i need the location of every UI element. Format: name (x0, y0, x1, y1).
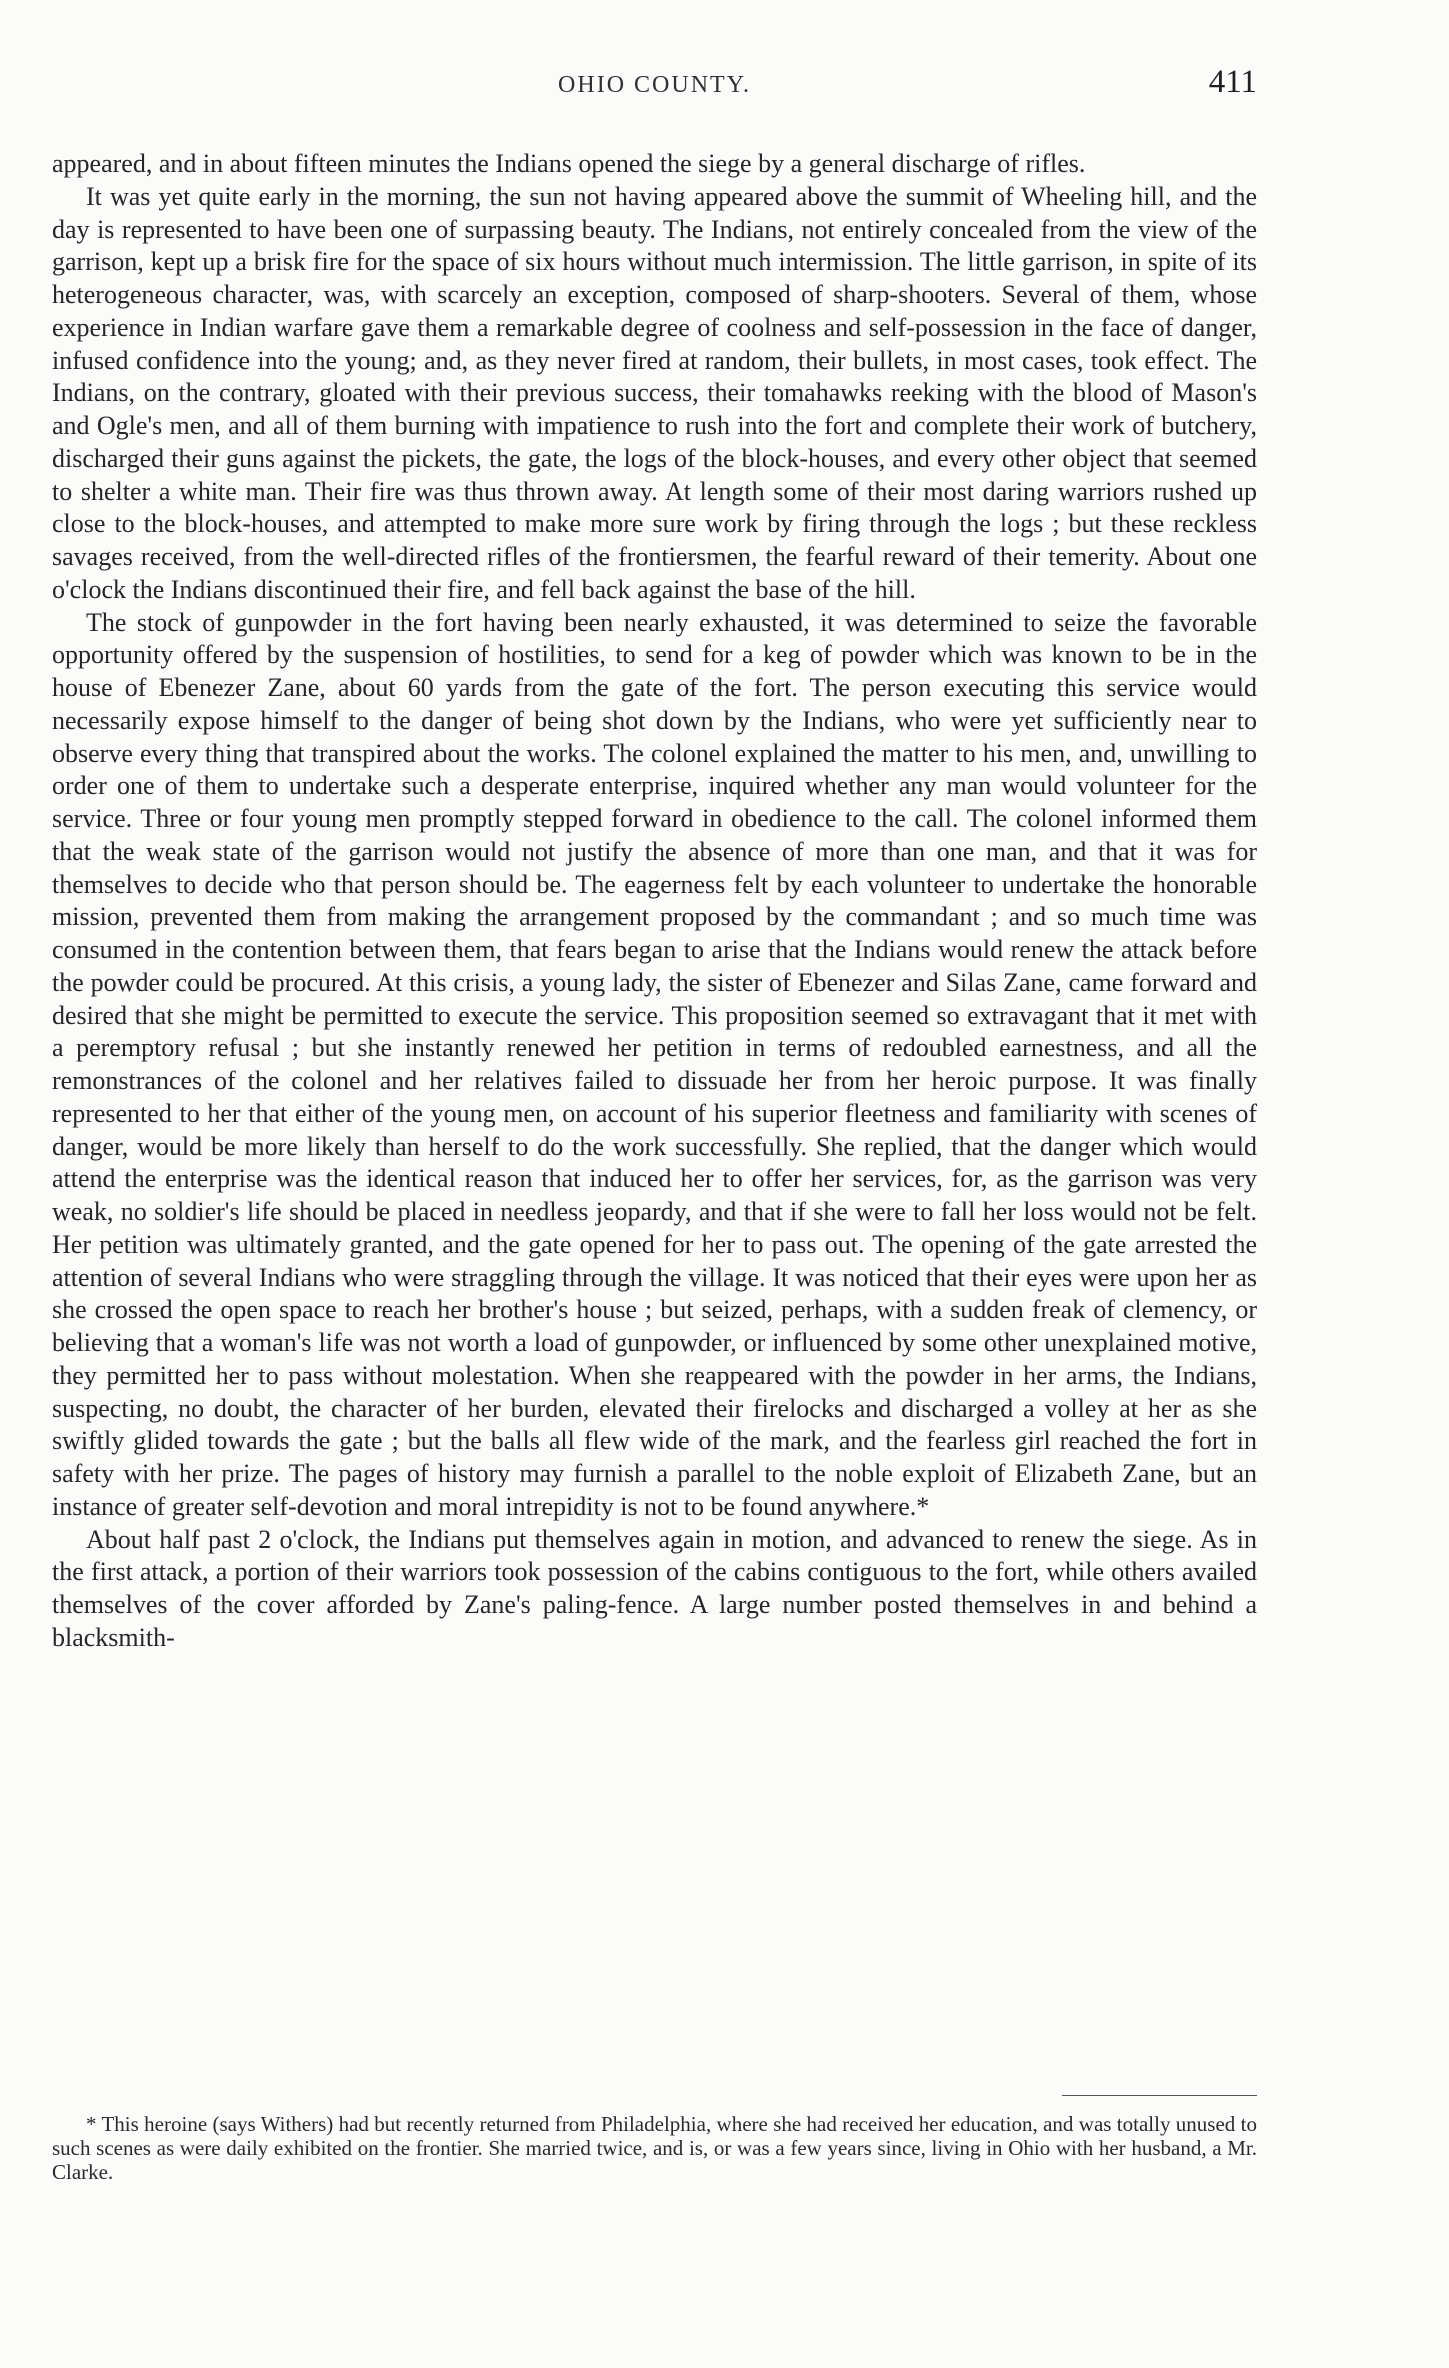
footnote: * This heroine (says Withers) had but recently returned from Philadelphia, where she had received her education, and was totally unused to such scenes as were daily exhibited on the frontier. She married twice, and is, or was a few years since, living in Ohio with her husband, a Mr. Clarke. (52, 2112, 1257, 2184)
paragraph-renewed-siege: About half past 2 o'clock, the Indians put themselves again in motion, and advanced to renew the siege. As in the first attack, a portion of their warriors took possession of the cabins contiguous to the fort, while others availed themselves of the cover afforded by Zane's paling-fence. A large number posted themselves in and behind a blacksmith- (52, 1524, 1257, 1652)
paragraph-continued: appeared, and in about fifteen minutes the Indians opened the siege by a general discharge of rifles. (52, 149, 1086, 178)
paragraph-gunpowder: The stock of gunpowder in the fort having been nearly exhausted, it was determined to seize the favorable opportunity offered by the suspension of hostilities, to send for a keg of powder which was known to be in the house of Ebenezer Zane, about 60 yards from the gate of the fort. The person executing this service would necessarily expose himself to the danger of being shot down by the Indians, who were yet sufficiently near to observe every thing that transpired about the works. The colonel explained the matter to his men, and, unwilling to order one of them to undertake such a desperate enterprise, inquired whether any man would volunteer for the service. Three or four young men promptly stepped forward in obedience to the call. The colonel informed them that the weak state of the garrison would not justify the absence of more than one man, and that it was for themselves to decide who that person should be. The eagerness felt by each volunteer to undertake the honorable mission, prevented them from making the arrangement proposed by the commandant ; and so much time was consumed in the contention between them, that fears began to arise that the Indians would renew the attack before the powder could be procured. At this crisis, a young lady, the sister of Ebenezer and Silas Zane, came forward and desired that she might be permitted to execute the service. This proposition seemed so extravagant that it met with a peremptory refusal ; but she instantly renewed her petition in terms of redoubled earnestness, and all the remonstrances of the colonel and her relatives failed to dissuade her from her heroic purpose. It was finally represented to her that either of the young men, on account of his superior fleetness and familiarity with scenes of danger, would be more likely than herself to do the work successfully. She replied, that the danger which would attend the enterprise was the identical reason that induced her to offer her services, for, as the garrison was very weak, no soldier's life should be placed in needless jeopardy, and that if she were to fall her loss would not be felt. Her petition was ultimately granted, and the gate opened for her to pass out. The opening of the gate arrested the attention of several Indians who were straggling through the village. It was noticed that their eyes were upon her as she crossed the open space to reach her brother's house ; but seized, perhaps, with a sudden freak of clemency, or believing that a woman's life was not worth a load of gunpowder, or influenced by some other unexplained motive, they permitted her to pass without molestation. When she reappeared with the powder in her arms, the Indians, suspecting, no doubt, the character of her burden, elevated their firelocks and discharged a volley at her as she swiftly glided towards the gate ; but the balls all flew wide of the mark, and the fearless girl reached the fort in safety with her prize. The pages of history may furnish a parallel to the noble exploit of Elizabeth Zane, but an instance of greater self-devotion and moral intrepidity is not to be found anywhere.* (52, 607, 1257, 1521)
footnote-rule (1062, 2095, 1257, 2096)
body-text (52, 148, 1257, 1655)
page-number: 411 (1208, 64, 1257, 100)
page-header (52, 62, 1257, 112)
paragraph-siege: It was yet quite early in the morning, the sun not having appeared above the summit of Wheeling hill, and the day is represented to have been one of surpassing beauty. The Indians, not entirely concealed from the view of the garrison, kept up a brisk fire for the space of six hours without much intermission. The little garrison, in spite of its heterogeneous character, was, with scarcely an exception, composed of sharp-shooters. Several of them, whose experience in Indian warfare gave them a remarkable degree of coolness and self-possession in the face of danger, infused confidence into the young; and, as they never fired at random, their bullets, in most cases, took effect. The Indians, on the contrary, gloated with their previous success, their tomahawks reeking with the blood of Mason's and Ogle's men, and all of them burning with impatience to rush into the fort and complete their work of butchery, discharged their guns against the pickets, the gate, the logs of the block-houses, and every other object that seemed to shelter a white man. Their fire was thus thrown away. At length some of their most daring warriors rushed up close to the block-houses, and attempted to make more sure work by firing through the logs ; but these reckless savages received, from the well-directed rifles of the frontiersmen, the fearful reward of their temerity. About one o'clock the Indians discontinued their fire, and fell back against the base of the hill. (52, 181, 1257, 604)
running-title: OHIO COUNTY. (558, 72, 751, 98)
